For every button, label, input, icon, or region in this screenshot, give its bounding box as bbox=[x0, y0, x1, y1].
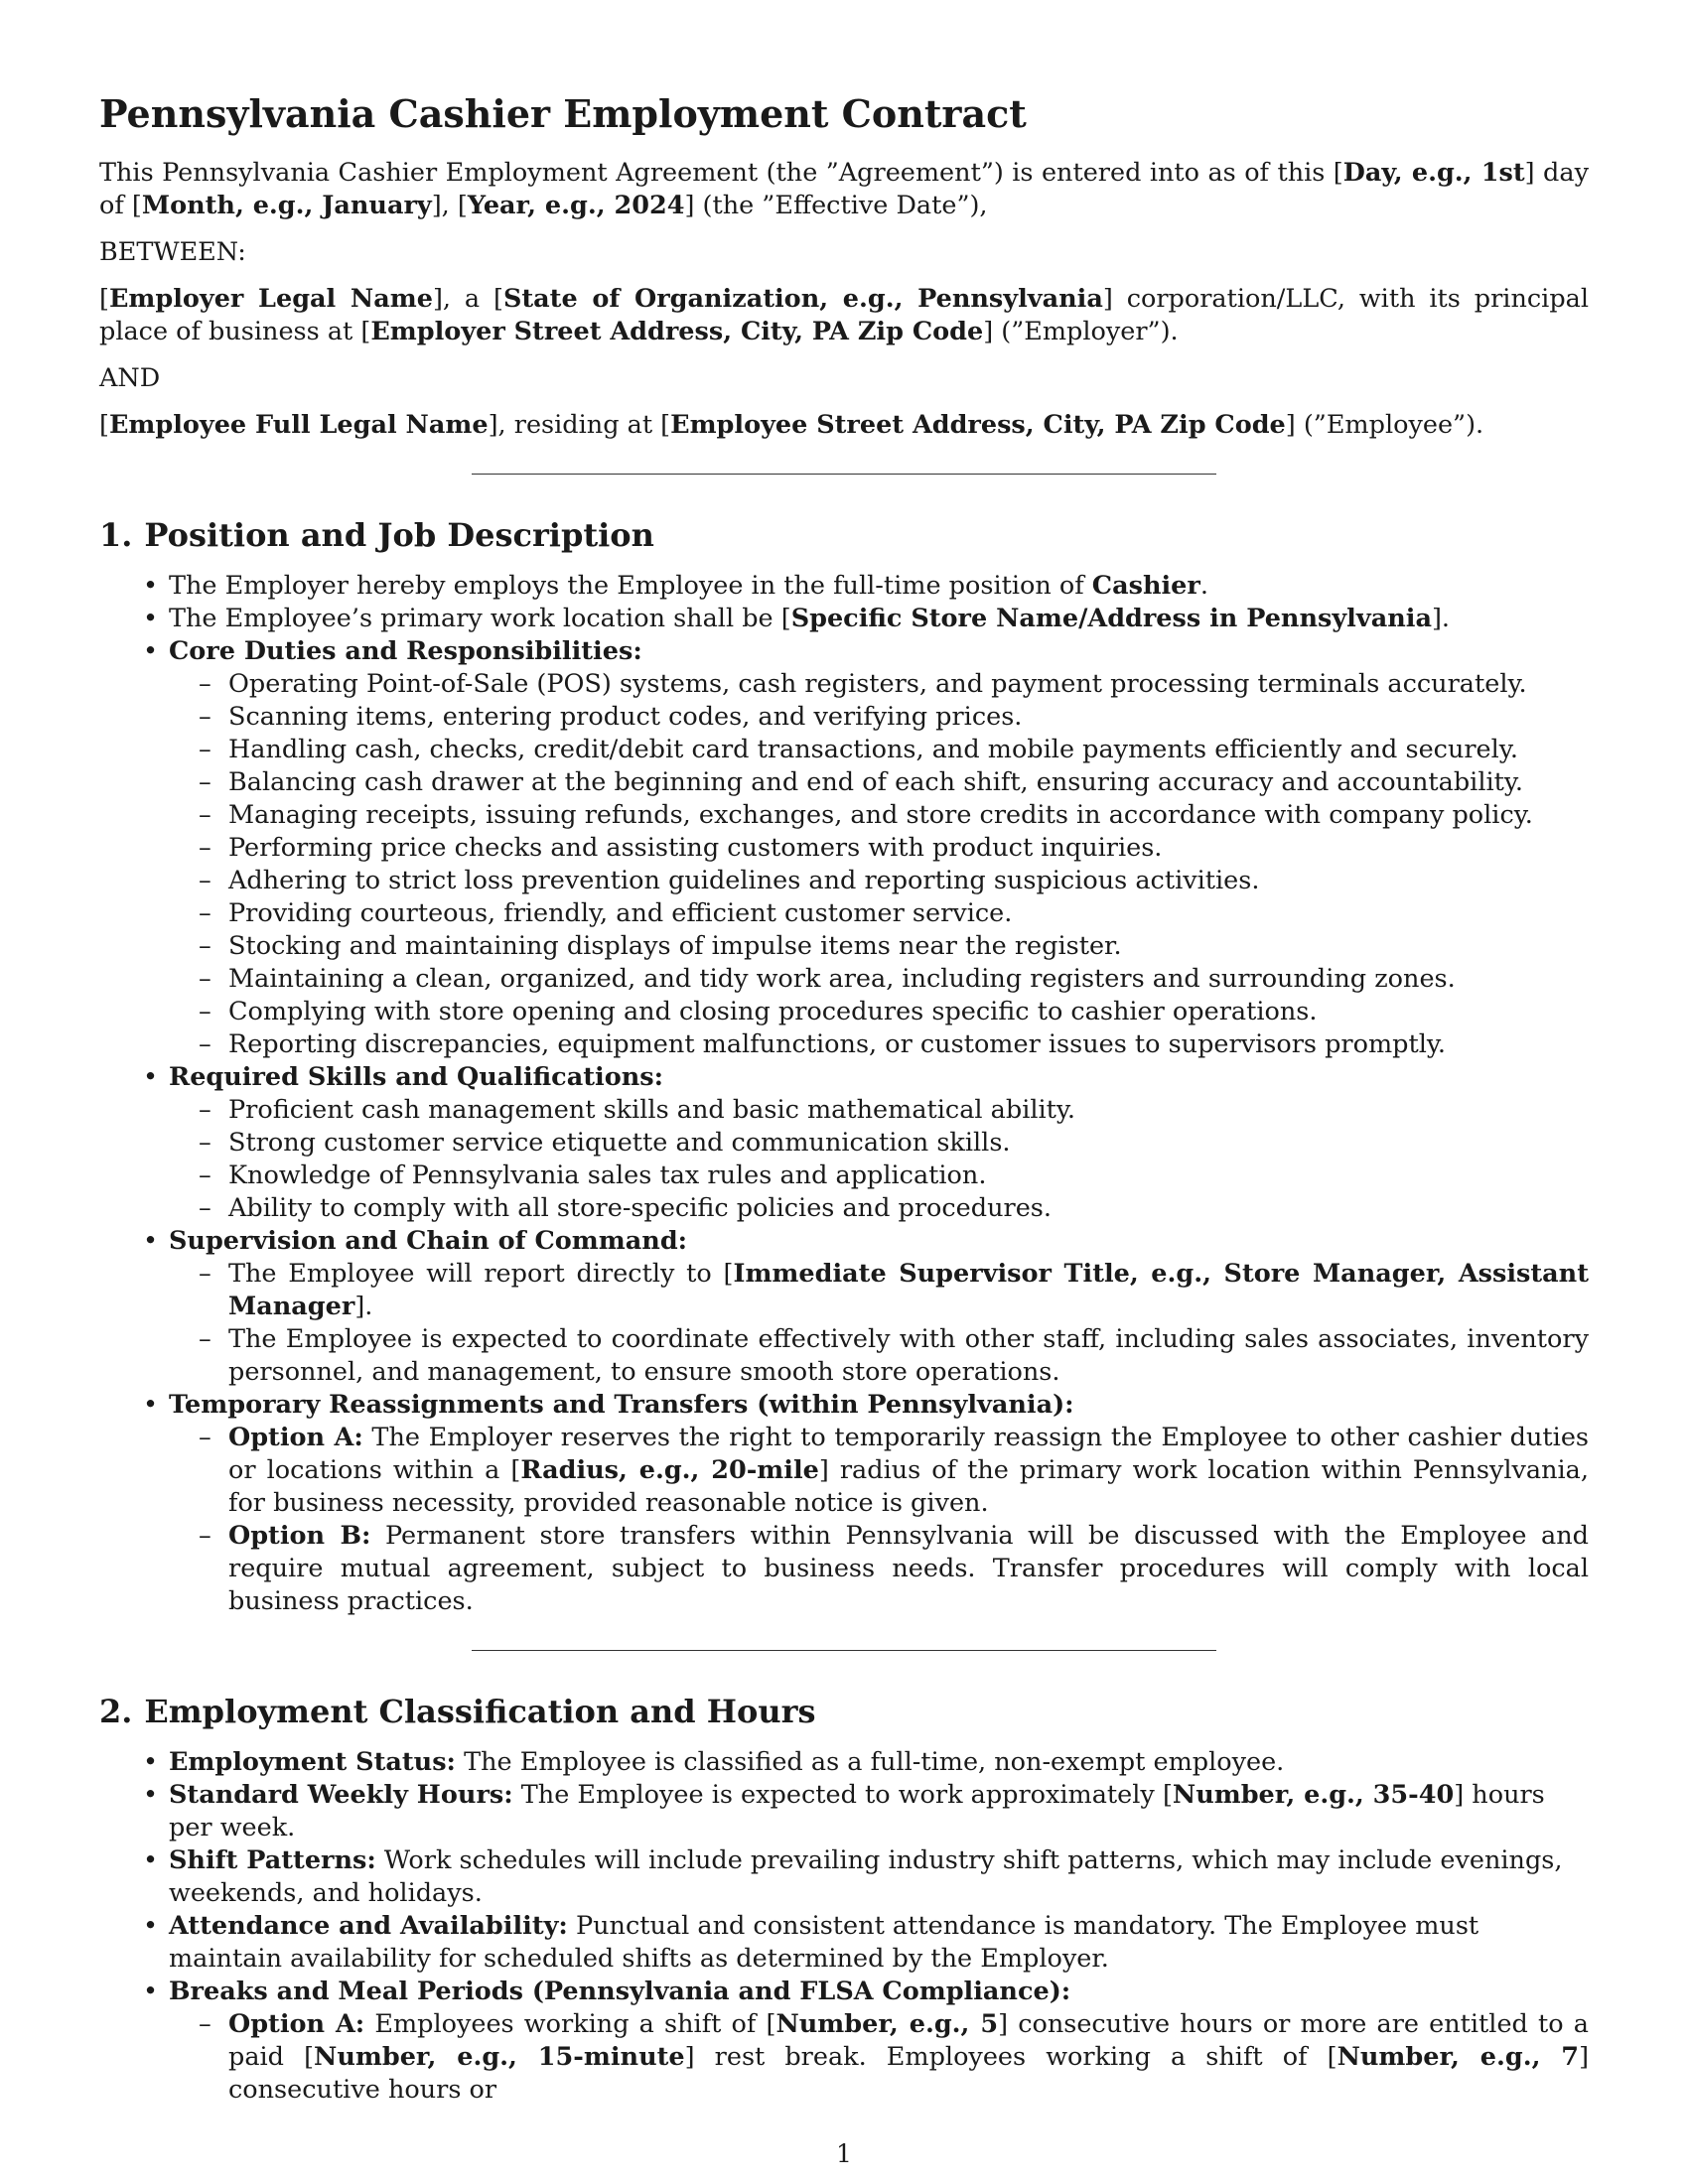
list-item: • Attendance and Availability: Punctual and consistent attendance is mandatory. The Employee must maintain availability for scheduled shifts as determined by the Employer. bbox=[143, 1911, 1479, 1974]
duty-item: – Managing receipts, issuing refunds, exchanges, and store credits in accordance with company policy. bbox=[199, 800, 1533, 830]
duty-item: – Maintaining a clean, organized, and tidy work area, including registers and surrounding zones. bbox=[199, 964, 1456, 994]
between-label: BETWEEN: bbox=[99, 237, 246, 267]
intro-paragraph: This Pennsylvania Cashier Employment Agreement (the ”Agreement”) is entered into as of this [Day, e.g., 1st] day of [Month, e.g., January], [Year, e.g., 2024] (the ”Effective Date”), bbox=[99, 158, 1589, 220]
duty-item: – Adhering to strict loss prevention guidelines and reporting suspicious activities. bbox=[199, 866, 1260, 895]
breaks-options-list bbox=[169, 2008, 1589, 2107]
list-item: • Shift Patterns: Work schedules will include prevailing industry shift patterns, which may include evenings, weekends, and holidays. bbox=[143, 1845, 1563, 1908]
section-divider bbox=[472, 1650, 1216, 1651]
section-divider bbox=[472, 474, 1216, 475]
transfer-options-list bbox=[169, 1422, 1589, 1618]
duty-item: – Balancing cash drawer at the beginning and end of each shift, ensuring accuracy and accountability. bbox=[199, 767, 1523, 797]
employer-paragraph: [Employer Legal Name], a [State of Organization, e.g., Pennsylvania] corporation/LLC, with its principal place of business at [Employer Street Address, City, PA Zip Code] (”Employer”). bbox=[99, 284, 1589, 346]
section-2-list bbox=[99, 1746, 1589, 2107]
duty-item: – Providing courteous, friendly, and efficient customer service. bbox=[199, 898, 1013, 928]
section-1-list bbox=[99, 570, 1589, 1618]
duty-item: – Reporting discrepancies, equipment malfunctions, or customer issues to supervisors promptly. bbox=[199, 1029, 1446, 1059]
list-item: • Temporary Reassignments and Transfers (within Pennsylvania): – Option A: The Employer reserves the right to temporarily reassign the Employee to other cashier duties or locations within a [Radius, e.g., 20-mile] radius of the primary work location within Pennsylvania, for business necessity, provided reasonable notice is given. – Option B: Permanent store transfers within Pennsylvania will be discussed with the Employee and require mutual agreement, subject to business needs. Transfer procedures will comply with local business practices. bbox=[143, 1390, 1589, 1616]
skill-item: – Strong customer service etiquette and communication skills. bbox=[199, 1128, 1011, 1158]
and-label: AND bbox=[99, 363, 161, 393]
duty-item: – Handling cash, checks, credit/debit card transactions, and mobile payments efficiently and securely. bbox=[199, 735, 1518, 764]
option-b-item: – Option B: Permanent store transfers within Pennsylvania will be discussed with the Employee and require mutual agreement, subject to business needs. Transfer procedures will comply with local business practices. bbox=[199, 1521, 1589, 1616]
supervision-list bbox=[169, 1258, 1589, 1389]
list-item: • Employment Status: The Employee is classified as a full-time, non-exempt employee. bbox=[143, 1747, 1285, 1777]
duties-list bbox=[169, 668, 1589, 1061]
skill-item: – Ability to comply with all store-specific policies and procedures. bbox=[199, 1193, 1052, 1223]
duty-item: – Operating Point-of-Sale (POS) systems, cash registers, and payment processing terminals accurately. bbox=[199, 669, 1527, 699]
list-item: • The Employee’s primary work location shall be [Specific Store Name/Address in Pennsylvania]. bbox=[143, 604, 1451, 633]
list-item: • Breaks and Meal Periods (Pennsylvania and FLSA Compliance): – Option A: Employees working a shift of [Number, e.g., 5] consecutive hours or more are entitled to a paid [Number, e.g., 15-minute] rest break. Employees working a shift of [Number, e.g., 7] consecutive hours or bbox=[143, 1977, 1590, 2105]
supervision-item: – The Employee will report directly to [Immediate Supervisor Title, e.g., Store Manager, Assistant Manager]. bbox=[199, 1259, 1589, 1321]
skill-item: – Proficient cash management skills and basic mathematical ability. bbox=[199, 1095, 1076, 1125]
section-1-heading: 1. Position and Job Description bbox=[99, 516, 654, 554]
duty-item: – Complying with store opening and closing procedures specific to cashier operations. bbox=[199, 997, 1318, 1026]
skills-list bbox=[169, 1094, 1589, 1225]
list-item: • The Employer hereby employs the Employee in the full-time position of Cashier. bbox=[143, 571, 1208, 601]
document-page bbox=[99, 69, 1589, 2107]
duty-item: – Stocking and maintaining displays of impulse items near the register. bbox=[199, 931, 1122, 961]
list-item: • Standard Weekly Hours: The Employee is expected to work approximately [Number, e.g., 35-40] hours per week. bbox=[143, 1780, 1545, 1843]
duty-item: – Scanning items, entering product codes, and verifying prices. bbox=[199, 702, 1023, 732]
duty-item: – Performing price checks and assisting customers with product inquiries. bbox=[199, 833, 1163, 863]
list-item: • Supervision and Chain of Command: – The Employee will report directly to [Immediate Supervisor Title, e.g., Store Manager, Assistant Manager]. – The Employee is expected to coordinate effectively with other staff, including sales associates, inventory personnel, and management, to ensure smooth store operations. bbox=[143, 1226, 1589, 1387]
list-item: • Core Duties and Responsibilities: – Operating Point-of-Sale (POS) systems, cash registers, and payment processing terminals accurately. – Scanning items, entering product codes, and verifying prices. – Handling cash, checks, credit/debit card transactions, and mobile payments efficiently and securely. – Balancing cash drawer at the beginning and end of each shift, ensuring accuracy and accountability. – Managing receipts, issuing refunds, exchanges, and store credits in accordance with company policy. – Performing price checks and assisting customers with product inquiries. – Adhering to strict loss prevention guidelines and reporting suspicious activities. – Providing courteous, friendly, and efficient customer service. – Stocking and maintaining displays of impulse items near the register. – Maintaining a clean, organized, and tidy work area, including registers and surrounding zones. – Complying with store opening and closing procedures specific to cashier operations. – Reporting discrepancies, equipment malfunctions, or customer issues to supervisors promptly. bbox=[169, 635, 1589, 1061]
page-number: 1 bbox=[836, 2139, 852, 2168]
skill-item: – Knowledge of Pennsylvania sales tax rules and application. bbox=[199, 1160, 987, 1190]
option-a-item: – Option A: Employees working a shift of [Number, e.g., 5] consecutive hours or more are entitled to a paid [Number, e.g., 15-minute] rest break. Employees working a shift of [Number, e.g., 7] consecutive hours or bbox=[199, 2009, 1590, 2105]
employee-paragraph: [Employee Full Legal Name], residing at [Employee Street Address, City, PA Zip Code] (”Employee”). bbox=[99, 410, 1484, 440]
supervision-item: – The Employee is expected to coordinate effectively with other staff, including sales associates, inventory personnel, and management, to ensure smooth store operations. bbox=[199, 1324, 1589, 1387]
document-title: Pennsylvania Cashier Employment Contract bbox=[99, 91, 1027, 136]
option-a-item: – Option A: The Employer reserves the right to temporarily reassign the Employee to other cashier duties or locations within a [Radius, e.g., 20-mile] radius of the primary work location within Pennsylvania, for business necessity, provided reasonable notice is given. bbox=[199, 1423, 1589, 1518]
section-2-heading: 2. Employment Classification and Hours bbox=[99, 1693, 816, 1730]
list-item: • Required Skills and Qualifications: – Proficient cash management skills and basic mathematical ability. – Strong customer service etiquette and communication skills. – Knowledge of Pennsylvania sales tax rules and application. – Ability to comply with all store-specific policies and procedures. bbox=[169, 1061, 1589, 1225]
